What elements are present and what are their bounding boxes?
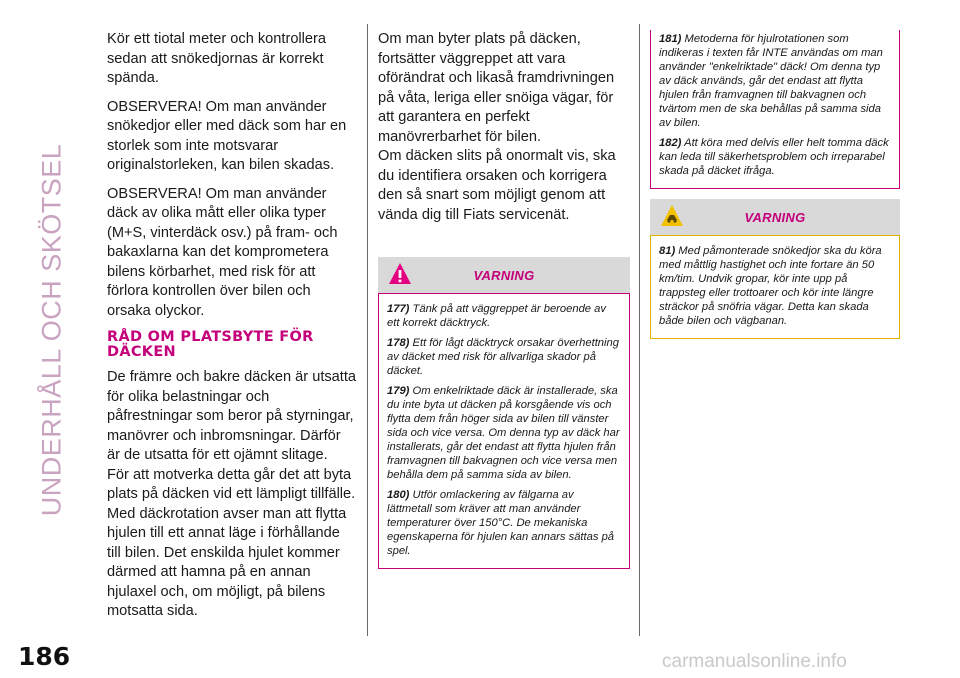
watermark: carmanualsonline.info	[662, 651, 847, 672]
warning-note: 177) Tänk på att väggreppet är beroende av ett korrekt däcktryck.	[387, 303, 606, 329]
warning-box	[378, 293, 630, 569]
caution-note: 81) Med påmonterade snökedjor ska du köra med måttlig hastighet och inte fortare än 50 km/tim. Undvik gropar, kör inte upp på trappsteg eller trottoarer och kör inte längre sträckor på snöfria vägar. Detta kan skada både bilen och vägbanan.	[659, 245, 882, 327]
column-1	[107, 30, 357, 622]
column-divider	[367, 24, 368, 636]
caution-triangle-icon	[660, 204, 684, 228]
page-number: 186	[18, 642, 71, 671]
paragraph: Kör ett tiotal meter och kontrollera sedan att snökedjornas är korrekt spända.	[107, 31, 327, 86]
danger-exclamation-icon	[388, 262, 412, 286]
paragraph: De främre och bakre däcken är utsatta för olika belastningar och påfrestningar som beror på styrningar, manövrer och inbromsningar. Därför är de utsatta för ett ojämnt slitage.	[107, 369, 357, 463]
column-2	[378, 30, 630, 569]
warning-box-continued	[650, 30, 900, 189]
paragraph: OBSERVERA! Om man använder däck av olika mått eller olika typer (M+S, vinterdäck osv.) på fram- och bakaxlarna kan det komprometera bilens körbarhet, med risk för att förlora kontrollen över bilen och orsaka olyckor.	[107, 185, 338, 319]
warning-note: 181) Metoderna för hjulrotationen som indikeras i texten får INTE användas om man använder "enkelriktade" däck! Om denna typ av däck används, går det endast att flytta hjulen från framvagnen till bakvagnen och tvärtom men de ska behållas på samma sida av bilen.	[659, 33, 883, 129]
caution-title: VARNING	[744, 209, 806, 225]
caution-header	[650, 199, 900, 235]
section-heading: RÅD OM PLATSBYTE FÖR DÄCKEN	[107, 329, 314, 360]
warning-note: 178) Ett för lågt däcktryck orsakar överhettning av däcket med risk för allvarliga skador på däcket.	[387, 337, 619, 377]
warning-header	[378, 257, 630, 293]
column-3	[650, 30, 900, 339]
section-side-title: UNDERHÅLL OCH SKÖTSEL	[36, 143, 67, 517]
column-divider	[639, 24, 640, 636]
paragraph: OBSERVERA! Om man använder snökedjor eller med däck som har en storlek som inte motsvarar originalstorleken, kan bilen skadas.	[107, 98, 347, 173]
paragraph: Om däcken slits på onormalt vis, ska du identifiera orsaken och korrigera den så snart som möjligt genom att vända dig till Fiats servicenät.	[378, 148, 616, 223]
paragraph: Om man byter plats på däcken, fortsätter väggreppet att vara oförändrat och likaså framdrivningen på våta, leriga eller snöiga vägar, för att garantera en perfekt manövrerbarhet för bilen.	[378, 31, 615, 145]
warning-title: VARNING	[473, 267, 535, 283]
warning-note: 179) Om enkelriktade däck är installerade, ska du inte byta ut däcken på korsgående vis och flytta dem från höger sida av bilen till vänster sida och vice versa. Om denna typ av däck har installerats, går det endast att flytta hjulen från framvagnen till bakvagnen och vice versa men behålla dem på samma sida av bilen.	[387, 385, 620, 481]
paragraph: För att motverka detta går det att byta plats på däcken vid ett lämpligt tillfälle. Med däckrotation avser man att flytta hjulen till ett annat läge i förhållande till bilen. Det enskilda hjulet kommer därmed att hamna på en annan hjulaxel och, om möjligt, på bilens motsatta sida.	[107, 466, 356, 619]
warning-note: 182) Att köra med delvis eller helt tomma däck kan leda till säkerhetsproblem och irreparabel skada på däcket ifråga.	[659, 137, 889, 177]
caution-box	[650, 235, 900, 339]
warning-note: 180) Utför omlackering av fälgarna av lättmetall som kräver att man använder temperaturer över 150°C. De mekaniska egenskaperna för hjulen kan annars sättas på spel.	[387, 489, 615, 557]
